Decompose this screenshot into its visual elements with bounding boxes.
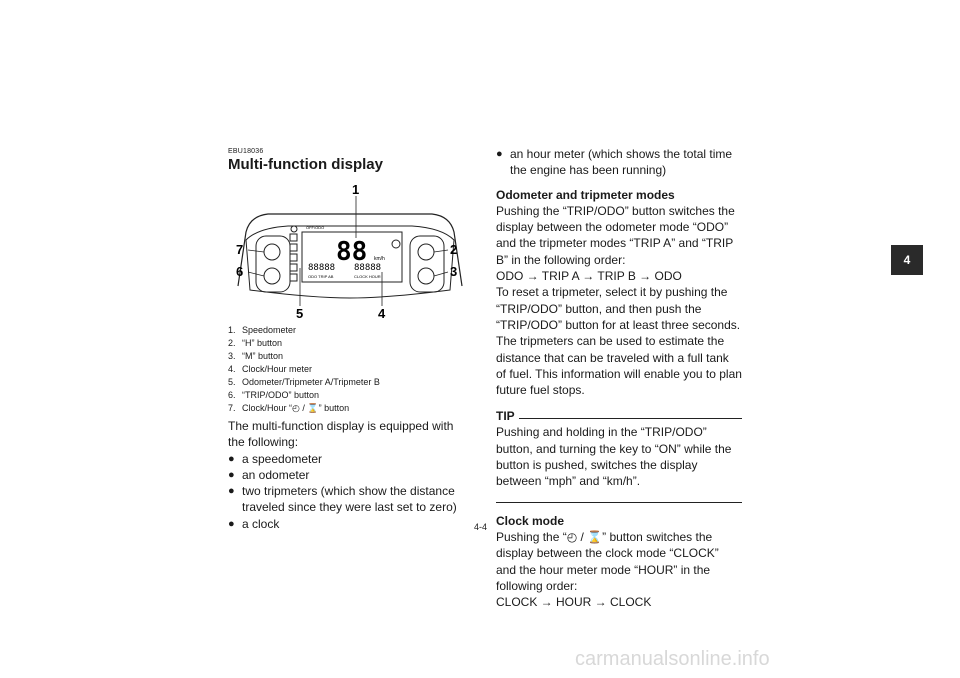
legend-number: 4.	[228, 364, 236, 374]
legend-item	[228, 324, 380, 337]
callout-5: 5	[296, 306, 304, 320]
clock-mode-label: CLOCK HOUR	[354, 274, 381, 279]
feature-bullet: ● two tripmeters (which show the distance traveled since they were last set to zero)	[228, 483, 470, 516]
indicator-lights	[290, 234, 297, 281]
clock-order: CLOCK → HOUR → CLOCK	[496, 595, 652, 610]
legend-text: Clock/Hour meter	[242, 364, 313, 374]
odo-paragraph: Pushing the “TRIP/ODO” button switches the display between the odometer mode “ODO” and the tripmeter modes “TRIP A” and “TRIP B” in the following order:	[496, 203, 735, 267]
chapter-tab: 4	[891, 245, 923, 275]
odo-reset-paragraph: To reset a tripmeter, select it by pushing the “TRIP/ODO” button, and then push the “TRIP/ODO” button for at least three seconds. The tripmeters can be used to estimate the distance that can be traveled with a full tank of fuel. This information will enable you to plan future fuel stops.	[496, 285, 742, 398]
watermark: carmanualsonline.info	[575, 648, 770, 670]
callout-3: 3	[450, 264, 458, 279]
tip-header	[496, 408, 742, 422]
cluster-illustration	[228, 180, 472, 320]
legend-item	[228, 350, 380, 363]
odo-mode-label: ODO TRIP AB	[308, 274, 334, 279]
tip-top-rule	[496, 418, 742, 419]
legend-text: Speedometer	[242, 325, 297, 335]
figure-legend	[228, 324, 380, 415]
page-number: 4-4	[474, 522, 488, 532]
legend-item	[228, 337, 380, 350]
clock-hour-button	[264, 244, 280, 260]
legend-text: Odometer/Tripmeter A/Tripmeter B	[242, 377, 380, 387]
legend-item	[228, 363, 380, 376]
speed-digits: 88	[336, 237, 368, 267]
clock-heading: Clock mode	[496, 513, 565, 528]
legend-text: “M” button	[242, 351, 284, 361]
m-button	[418, 268, 434, 284]
legend-item	[228, 402, 380, 415]
legend-text: “TRIP/ODO” button	[242, 390, 320, 400]
legend-number: 2.	[228, 338, 236, 348]
intro-paragraph: The multi-function display is equipped with the following:	[228, 419, 454, 450]
section-title: Multi-function display	[228, 156, 383, 173]
fuel-indicator	[392, 240, 400, 248]
tip-label: TIP	[496, 409, 519, 423]
speed-unit: km/h	[374, 256, 385, 262]
callout-1: 1	[352, 182, 360, 197]
legend-number: 1.	[228, 325, 236, 335]
callout-6: 6	[236, 264, 244, 279]
feature-bullet: ● a speedometer	[228, 451, 470, 467]
h-button	[418, 244, 434, 260]
tip-bottom-rule	[496, 502, 742, 503]
feature-bullet: ● an odometer	[228, 467, 470, 483]
callout-2: 2	[450, 242, 458, 257]
callout-7: 7	[236, 242, 244, 257]
display-figure	[228, 180, 472, 320]
left-column-body	[228, 418, 470, 532]
legend-text: “H” button	[242, 338, 283, 348]
tip-paragraph: Pushing and holding in the “TRIP/ODO” button, and turning the key to “ON” while the button is pushed, switches the display between “mph” and “km/h”.	[496, 425, 732, 489]
trip-odo-button	[264, 268, 280, 284]
feature-bullet-hour-meter: ● an hour meter (which shows the total time the engine has been running)	[496, 146, 742, 179]
lcd-top-label: OFF/ODO	[306, 225, 325, 230]
clock-paragraph: Pushing the “◴ / ⌛” button switches the display between the clock mode “CLOCK” and the hour meter mode “HOUR” in the following order:	[496, 529, 719, 593]
callout-4: 4	[378, 306, 386, 320]
legend-number: 6.	[228, 390, 236, 400]
legend-item	[228, 376, 380, 389]
odo-heading: Odometer and tripmeter modes	[496, 187, 675, 202]
clock-digits: 88888	[354, 263, 382, 273]
odo-digits: 88888	[308, 263, 336, 273]
odo-order: ODO → TRIP A → TRIP B → ODO	[496, 269, 682, 284]
section-code: EBU18036	[228, 148, 264, 155]
indicator-top	[291, 226, 297, 232]
legend-number: 7.	[228, 403, 236, 413]
feature-bullet: ● a clock	[228, 516, 470, 532]
legend-number: 3.	[228, 351, 236, 361]
legend-item	[228, 389, 380, 402]
legend-text: Clock/Hour “◴ / ⌛” button	[242, 403, 350, 413]
right-column-body	[496, 146, 742, 610]
legend-number: 5.	[228, 377, 236, 387]
